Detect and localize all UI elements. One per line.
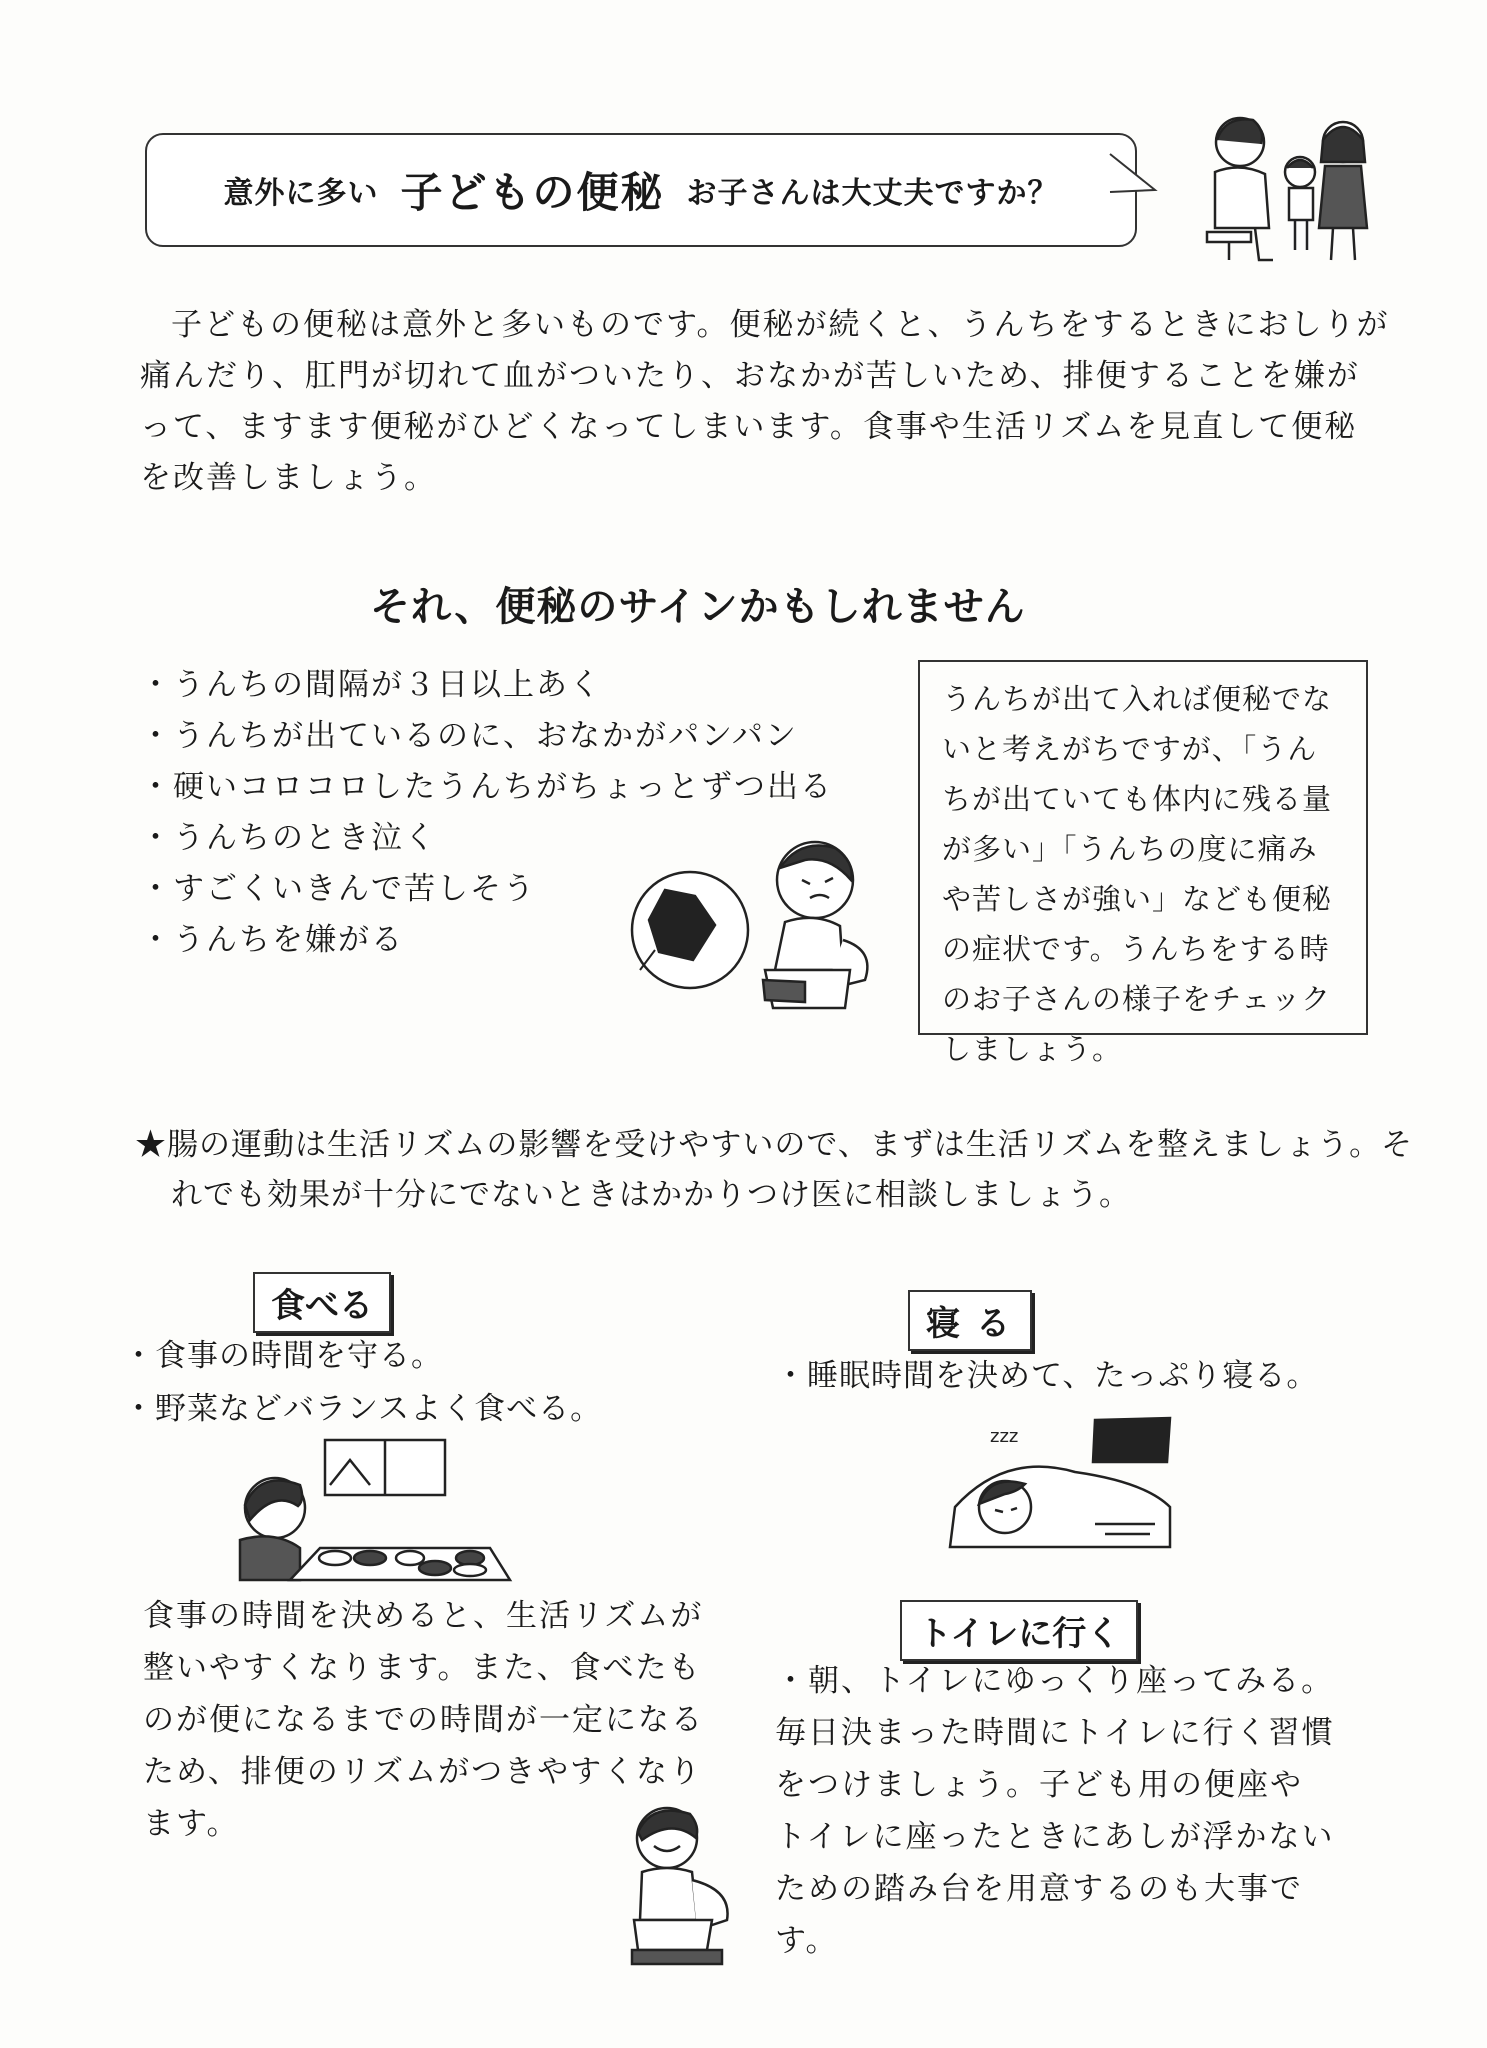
- list-item: ・野菜などバランスよく食べる。: [123, 1391, 603, 1427]
- toilet-label: トイレに行く: [900, 1600, 1138, 1661]
- signs-heading: それ、便秘のサインかもしれません: [370, 584, 1026, 630]
- list-item: ・硬いコロコロしたうんちがちょっとずつ出る: [140, 769, 833, 805]
- toilet-text: ・朝、トイレにゆっくり座ってみる。毎日決まった時間にトイレに行く習慣をつけましょう。子ども用の便座やトイレに座ったときにあしが浮かないための踏み台を用意するのも大事です。: [775, 1663, 1335, 1959]
- list-item: ・食事の時間を守る。: [123, 1338, 443, 1374]
- sleeping-child-illustration: [945, 1412, 1175, 1547]
- header-question: お子さんは大丈夫ですか？: [686, 176, 1059, 211]
- list-item: ・うんちが出ているのに、おなかがパンパン: [140, 718, 798, 754]
- header-banner: [145, 133, 1137, 247]
- eating-meal-illustration: [230, 1440, 515, 1585]
- intro-paragraph: 子どもの便秘は意外と多いものです。便秘が続くと、うんちをするときにおしりが痛んだり、肛門が切れて血がついたり、おなかが苦しいため、排便することを嫌がって、ますます便秘がひどくなってしまいます。食事や生活リズムを見直して便秘を改善しましょう。: [140, 307, 1390, 496]
- tip-paragraph: ★腸の運動は生活リズムの影響を受けやすいので、まずは生活リズムを整えましょう。それでも効果が十分にでないときはかかりつけ医に相談しましょう。: [135, 1127, 1414, 1213]
- child-on-toilet-illustration: [612, 1800, 742, 1970]
- note-box: うんちが出て入れば便秘でないと考えがちですが、「うんちが出ていても体内に残る量が多い」「うんちの度に痛みや苦しさが強い」なども便秘の症状です。うんちをする時のお子さんの様子をチェックしましょう。: [918, 660, 1368, 1035]
- eat-list: [123, 1330, 602, 1436]
- header-lead: 意外に多い: [223, 176, 379, 211]
- list-item: ・うんちのとき泣く: [140, 820, 437, 856]
- child-on-potty-illustration: [615, 830, 880, 1030]
- list-item: ・うんちを嫌がる: [140, 922, 404, 958]
- sleep-list: [775, 1350, 1318, 1403]
- list-item: ・睡眠時間を決めて、たっぷり寝る。: [775, 1358, 1319, 1394]
- sleep-label: 寝る: [908, 1290, 1032, 1351]
- doctor-with-children-illustration: [1195, 110, 1390, 270]
- eat-description: 食事の時間を決めると、生活リズムが整いやすくなります。また、食べたものが便になるまでの時間が一定になるため、排便のリズムがつきやすくなります。: [143, 1598, 704, 1842]
- speech-bubble-tail: [1110, 150, 1160, 200]
- header-title: 子どもの便秘: [400, 168, 665, 217]
- zzz-text: zzz: [990, 1426, 1019, 1447]
- eat-label: 食べる: [253, 1272, 391, 1333]
- list-item: ・すごくいきんで苦しそう: [140, 871, 536, 907]
- list-item: ・うんちの間隔が３日以上あく: [140, 667, 602, 703]
